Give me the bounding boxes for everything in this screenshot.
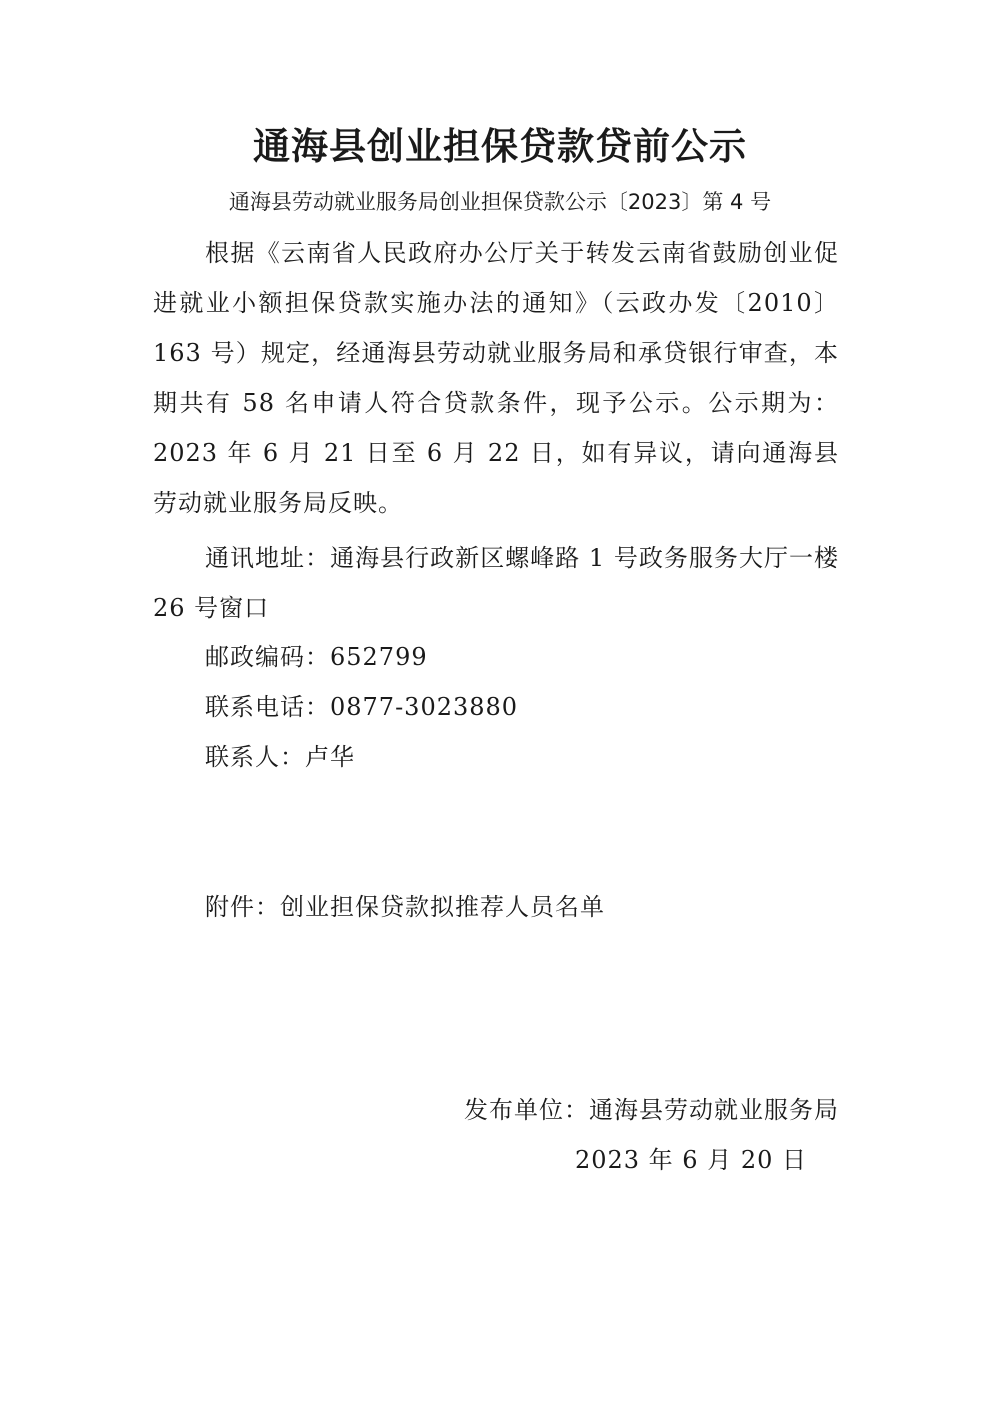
contact-person: 联系人：卢华 [205,743,355,771]
postal-code: 邮政编码：652799 [205,643,428,671]
contact-phone: 联系电话：0877-3023880 [205,693,519,721]
document-title: 通海县创业担保贷款贷前公示 [253,125,747,168]
document-number: 通海县劳动就业服务局创业担保贷款公示〔2023〕第 4 号 [228,190,772,214]
issuing-organization: 发布单位：通海县劳动就业服务局 [464,1096,839,1124]
contact-address: 通讯地址：通海县行政新区螺峰路 1 号政务服务大厅一楼 26 号窗口 [153,544,839,622]
issue-date: 2023 年 6 月 20 日 [574,1146,807,1174]
body-paragraph: 根据《云南省人民政府办公厅关于转发云南省鼓励创业促进就业小额担保贷款实施办法的通知》（云政办发〔2010〕163 号）规定，经通海县劳动就业服务局和承贷银行审查，本期共有 58 名申请人符合贷款条件，现予公示。公示期为：2023 年 6 月 21 日至 6 月 22 日，如有异议，请向通海县劳动就业服务局反映。 [153,239,839,517]
attachment-note: 附件：创业担保贷款拟推荐人员名单 [205,893,605,921]
